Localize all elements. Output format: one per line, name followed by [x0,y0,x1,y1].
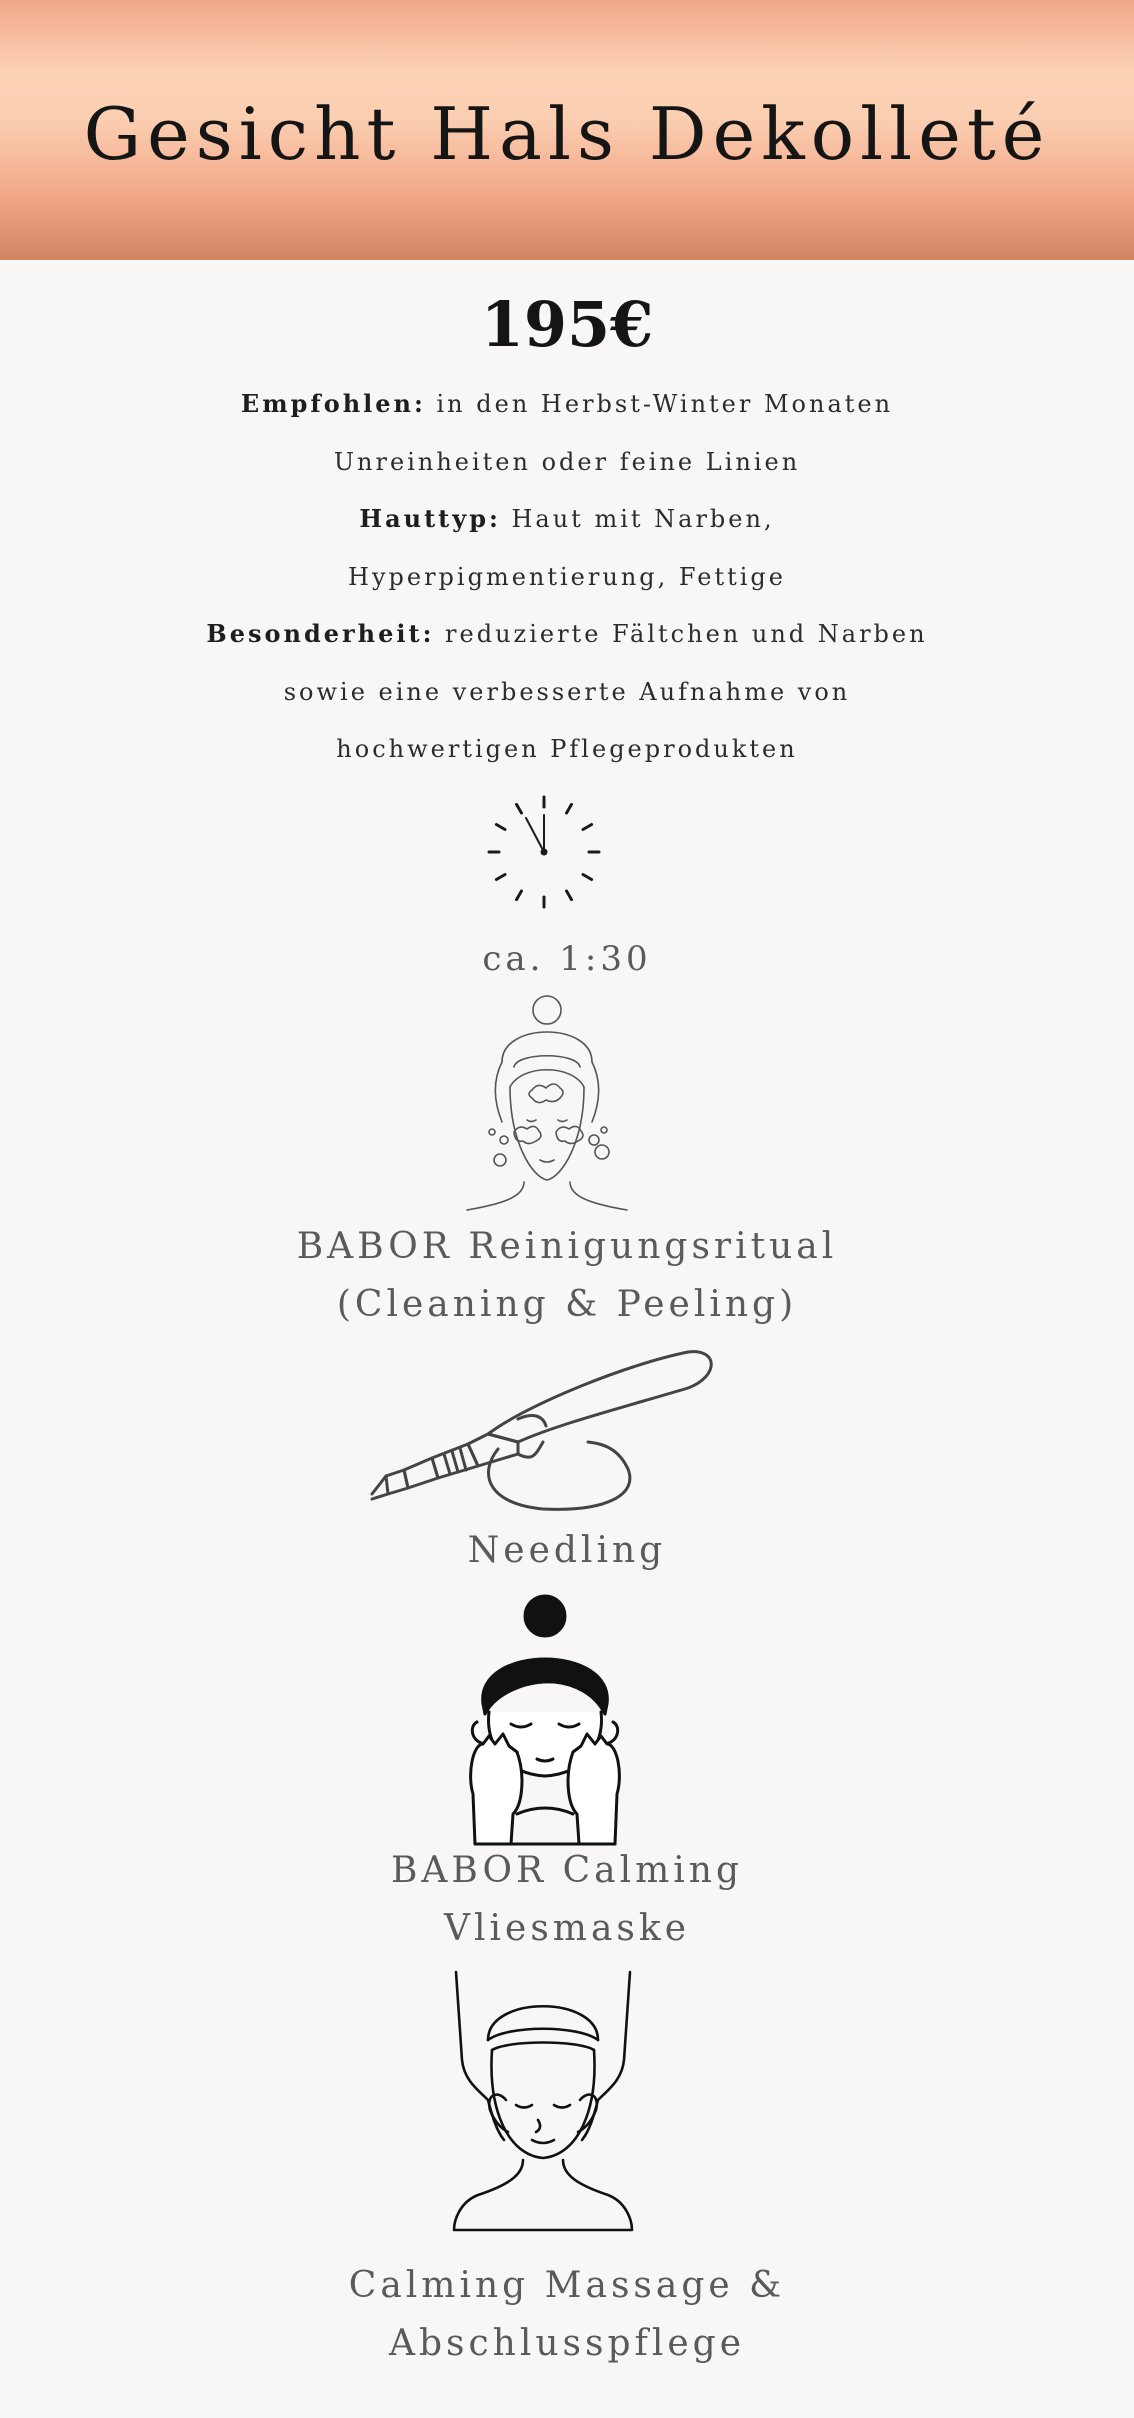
special-label: Besonderheit: [206,619,435,648]
step-3-line-2: Vliesmaske [444,1908,690,1949]
special-line [0,619,1134,648]
price: 195€ [480,288,654,361]
step-4-line-1: Calming Massage & [348,2265,786,2306]
step-1-line-1: BABOR Reinigungsritual [296,1226,838,1267]
face-cleansing-icon [462,992,632,1214]
page-title: Gesicht Hals Dekolleté [83,92,1051,176]
recommended-label: Empfohlen: [240,389,426,418]
skin-type-label: Hauttyp: [359,504,501,533]
special-text: reduzierte Fältchen und Narben [434,620,928,648]
recommended-text: in den Herbst-Winter Monaten [425,390,894,418]
needling-pen-icon [368,1344,718,1514]
recommended-line [0,389,1134,418]
info-line-6: sowie eine verbesserte Aufnahme von [283,678,851,706]
step-3-line-1: BABOR Calming [390,1850,744,1891]
clock-icon [484,792,604,912]
info-line-4: Hyperpigmentierung, Fettige [348,563,786,591]
face-massage-icon [448,1970,638,2234]
info-line-7: hochwertigen Pflegeprodukten [336,735,798,763]
face-mask-woman-icon [455,1594,635,1850]
step-1-line-2: (Cleaning & Peeling) [336,1284,798,1325]
duration: ca. 1:30 [482,939,652,979]
header-banner [0,0,1134,260]
skin-type-text: Haut mit Narben, [500,505,775,533]
step-4-line-2: Abschlusspflege [388,2323,746,2364]
step-2-line-1: Needling [467,1530,667,1571]
info-line-2: Unreinheiten oder feine Linien [333,448,801,476]
skin-type-line [0,504,1134,533]
